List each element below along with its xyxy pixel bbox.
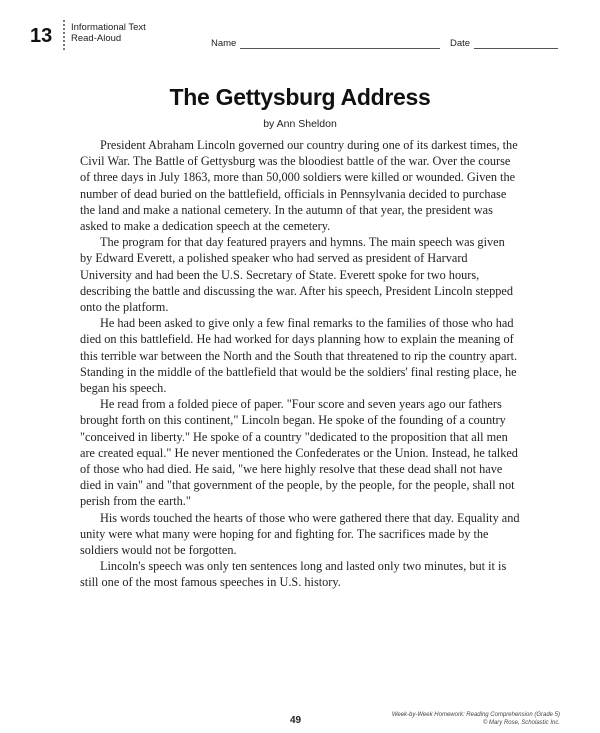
paragraph: The program for that day featured prayers and hymns. The main speech was given by Edward Everett, a polished speaker who had served as president of Harvard University and had been the U.S. Secretary of State. Everett spoke for two hours, describing the battle and discussing the war. After his speech, President Lincoln stepped onto the platform.	[80, 235, 514, 315]
date-label: Date	[450, 38, 471, 49]
article-title: The Gettysburg Address	[169, 84, 431, 110]
date-line[interactable]	[474, 40, 558, 49]
name-field[interactable]	[211, 38, 440, 49]
credit-line2: © Mary Rose, Scholastic Inc.	[482, 719, 560, 726]
date-field[interactable]	[450, 38, 558, 49]
credit-line1: Week-by-Week Homework: Reading Comprehension (Grade 5)	[391, 712, 560, 718]
name-line[interactable]	[240, 40, 440, 49]
paragraph: He had been asked to give only a few final remarks to the families of those who had died on this battlefield. He had worked for days planning how to explain the meaning of this terrible war between the North and the South that threatened to rip the country apart. Standing in the middle of the battlefield that would be the soldiers' final resting place, he began his speech.	[80, 316, 518, 396]
paragraph: He read from a folded piece of paper. "Four score and seven years ago our fathers brought forth on this continent," Lincoln began. He spoke of the founding of a country "conceived in liberty." He spoke of a country "dedicated to the proposition that all men are created equal." He never mentioned the Confederates or the Union. Instead, he talked of those who had died. He said, "we here highly resolve that these dead shall not have died in vain" and "that government of the people, by the people, for the people, shall not perish from the earth."	[80, 397, 518, 509]
section-label-line2: Read-Aloud	[71, 33, 122, 44]
article-body	[80, 137, 520, 591]
page-number: 49	[290, 715, 302, 726]
paragraph: President Abraham Lincoln governed our country during one of its darkest times, the Civil War. The Battle of Gettysburg was the bloodiest battle of the war. Over the course of three days in July 1863, more than 50,000 soldiers were killed or wounded. Given the number of dead buried on the battlefield, officials in Pennsylvania decided to purchase the land and make a national cemetery. In the autumn of that year, the president was asked to make a dedication speech at the cemetery.	[80, 138, 518, 234]
page-header	[30, 20, 560, 52]
lesson-number: 13	[30, 25, 53, 47]
section-label-line1: Informational Text	[71, 22, 146, 33]
article-byline: by Ann Sheldon	[263, 118, 337, 130]
name-label: Name	[211, 38, 237, 49]
paragraph: Lincoln's speech was only ten sentences long and lasted only two minutes, but it is still one of the most famous speeches in U.S. history.	[80, 559, 507, 590]
paragraph: His words touched the hearts of those who were gathered there that day. Equality and unity were what many were hoping for and fighting for. The sacrifices made by the soldiers would not be forgotten.	[80, 510, 520, 558]
footer-credit	[392, 712, 560, 727]
section-label	[71, 22, 146, 44]
dotted-divider	[63, 20, 65, 50]
